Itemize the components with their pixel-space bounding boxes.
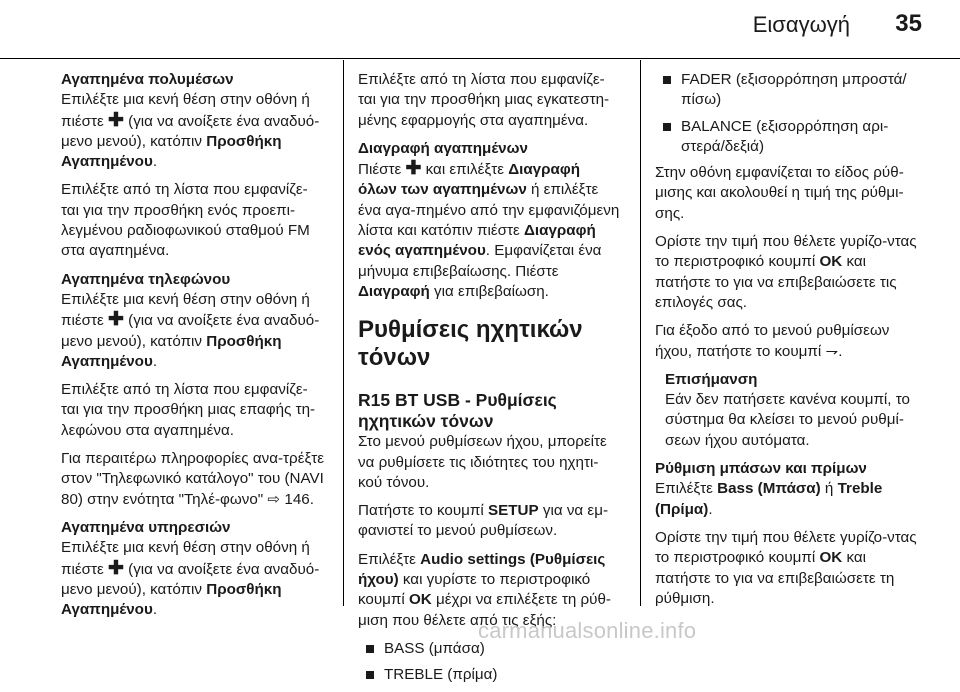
list-item xyxy=(655,70,919,111)
paragraph-text: Ορίστε την τιμή που θέλετε γυρίζο-ντας το περιστροφικό κουμπί xyxy=(655,528,917,567)
reference-paragraph xyxy=(61,449,325,510)
plus-icon: ✚ xyxy=(108,109,124,131)
list-item xyxy=(358,665,622,685)
paragraph: Στην οθόνη εμφανίζεται το είδος ρύθ-μισης και ακολουθεί η τιμή της ρύθμι-σης. xyxy=(655,164,904,222)
paragraph-text: για να εμ-φανιστεί το μενού ρυθμίσεων. xyxy=(358,502,609,540)
setup-paragraph xyxy=(358,501,622,542)
treble-label: Treble (Πρίμα) xyxy=(655,480,883,518)
add-favourite-label: Προσθήκη Αγαπημένου xyxy=(61,332,282,370)
paragraph-text: ή επιλέξτε ένα αγα-πημένο από την εμφανιζόμενη λίστα και κατόπιν πιέστε xyxy=(358,181,620,240)
bullet-square-icon xyxy=(366,671,374,679)
period: . xyxy=(152,352,158,370)
paragraph-text: . Εμφανίζεται ένα μήνυμα επιβεβαίωσης. Πιέστε xyxy=(358,242,602,280)
column-divider xyxy=(343,60,344,606)
back-button-icon: ⇁ xyxy=(825,342,839,360)
services-favourites-heading: Αγαπημένα υπηρεσιών xyxy=(61,518,231,536)
bass-treble-block xyxy=(655,459,919,520)
paragraph-text: Ορίστε την τιμή που θέλετε γυρίζο-ντας το περιστροφικό κουμπί xyxy=(655,233,917,271)
column-3 xyxy=(655,70,919,617)
plus-icon: ✚ xyxy=(405,158,422,180)
paragraph-text: Επιλέξτε xyxy=(358,550,421,568)
list-item xyxy=(655,117,919,158)
paragraph-text: Επιλέξτε μια κενή θέση στην οθόνη ή πιέστε xyxy=(61,539,310,578)
ok-paragraph xyxy=(655,528,919,609)
column-1 xyxy=(61,70,325,628)
page-header xyxy=(0,0,960,59)
audio-settings-label: Audio settings (Ρυθμίσεις ήχου) xyxy=(358,550,606,589)
bullet-square-icon xyxy=(663,76,671,84)
ok-button-label: OK xyxy=(819,549,843,567)
paragraph: Στο μενού ρυθμίσεων ήχου, μπορείτε να ρυθμίσετε τις ιδιότητες του ηχητι-κού τόνου. xyxy=(358,433,607,491)
paragraph-text: (για να ανοίξετε ένα αναδυό-μενο μενού), κατόπιν xyxy=(61,312,320,350)
paragraph-text: Για περαιτέρω πληροφορίες ανα-τρέξτε στον "Τηλεφωνικό κατάλογο" του (NAVI 80) στην ενότητα "Τηλέ-φωνο" xyxy=(61,450,325,508)
paragraph: Επιλέξτε από τη λίστα που εμφανίζε-ται για την προσθήκη ενός προεπι-λεγμένου ραδιοφωνικού σταθμού FM στα αγαπημένα. xyxy=(61,181,310,260)
delete-favourites-block xyxy=(358,139,622,302)
period: . xyxy=(708,500,713,518)
paragraph: Επιλέξτε από τη λίστα που εμφανίζε-ται για την προσθήκη μιας εγκατεστη-μένης εφαρμογής στα αγαπημένα. xyxy=(358,71,610,129)
page-number: 35 xyxy=(895,10,922,37)
add-favourite-label: Προσθήκη Αγαπημένου xyxy=(61,580,282,619)
bass-label: Bass (Μπάσα) xyxy=(717,480,821,498)
paragraph-text: Πατήστε το κουμπί xyxy=(358,502,488,520)
paragraph-text: και γυρίστε το περιστροφικό κουμπί xyxy=(358,571,591,609)
delete-all-label: Διαγραφή όλων των αγαπημένων xyxy=(358,161,580,199)
delete-label: Διαγραφή xyxy=(358,282,430,300)
plus-icon: ✚ xyxy=(108,309,124,331)
paragraph-text: Επιλέξτε μια κενή θέση στην οθόνη ή πιέστε xyxy=(61,91,310,130)
note-text: Εάν δεν πατήσετε κανένα κουμπί, το σύστημα θα κλείσει το μενού ρυθμί-σεων ήχου αυτόματα. xyxy=(665,391,910,449)
ok-paragraph xyxy=(655,232,919,313)
note-block xyxy=(655,370,919,451)
paragraph-text: Επιλέξτε μια κενή θέση στην οθόνη ή πιέστε xyxy=(61,290,310,330)
paragraph-text: Επιλέξτε xyxy=(655,480,718,498)
paragraph-text: μέχρι να επιλέξετε τη ρύθ-μιση που θέλετε από τις εξής: xyxy=(358,591,611,629)
note-heading: Επισήμανση xyxy=(665,370,758,388)
paragraph-text: και πατήστε το για να επιβεβαιώσετε τη ρύθμιση. xyxy=(655,549,895,607)
bullet-square-icon xyxy=(663,123,671,131)
paragraph-text: (για να ανοίξετε ένα αναδυό-μενο μενού), κατόπιν xyxy=(61,112,320,150)
delete-one-label: Διαγραφή ενός αγαπημένου xyxy=(358,222,596,260)
paragraph-text: (για να ανοίξετε ένα αναδυό-μενο μενού), κατόπιν xyxy=(61,560,320,598)
paragraph-text: Για έξοδο από το μενού ρυθμίσεων ήχου, πατήστε το κουμπί xyxy=(655,322,890,360)
add-favourite-label: Προσθήκη Αγαπημένου xyxy=(61,132,282,171)
list-item-text: FADER (εξισορρόπηση μπροστά/ πίσω) xyxy=(681,71,907,109)
list-item-text: BASS (μπάσα) xyxy=(384,639,485,657)
delete-favourites-heading: Διαγραφή αγαπημένων xyxy=(358,139,528,157)
paragraph-text: ή xyxy=(820,480,838,498)
bass-treble-heading: Ρύθμιση μπάσων και πρίμων xyxy=(655,460,867,478)
paragraph-text: Πιέστε xyxy=(358,161,406,179)
column-divider xyxy=(640,60,641,606)
plus-icon: ✚ xyxy=(108,557,124,579)
section-title: Ρυθμίσεις ηχητικών τόνων xyxy=(358,316,583,372)
period: . xyxy=(152,153,158,171)
period: . xyxy=(838,342,843,360)
page-reference-arrow-icon: ⇨ xyxy=(267,490,281,508)
period: . xyxy=(152,601,158,619)
page-reference[interactable]: 146. xyxy=(280,490,314,508)
paragraph-text: και επιλέξτε xyxy=(421,161,509,179)
paragraph-text: και πατήστε το για να επιβεβαιώσετε τις επιλογές σας. xyxy=(655,253,897,311)
list-item-text: TREBLE (πρίμα) xyxy=(384,666,498,684)
bullet-square-icon xyxy=(366,645,374,653)
ok-button-label: OK xyxy=(819,253,843,271)
phone-favourites-block xyxy=(61,270,325,372)
paragraph-text: για επιβεβαίωση. xyxy=(429,282,549,300)
phone-favourites-heading: Αγαπημένα τηλεφώνου xyxy=(61,270,231,288)
column-2 xyxy=(358,70,622,692)
setup-button-label: SETUP xyxy=(488,502,539,520)
watermark: carmanualsonline.info xyxy=(478,618,697,643)
list-item-text: BALANCE (εξισορρόπηση αρι-στερά/δεξιά) xyxy=(681,117,889,155)
chapter-title: Εισαγωγή xyxy=(752,12,850,37)
exit-paragraph xyxy=(655,321,919,362)
services-favourites-block xyxy=(61,518,325,620)
media-favourites-heading: Αγαπημένα πολυμέσων xyxy=(61,71,234,88)
ok-button-label: OK xyxy=(408,591,432,609)
paragraph: Επιλέξτε από τη λίστα που εμφανίζε-ται για την προσθήκη μιας επαφής τη-λεφώνου στα αγαπημένα. xyxy=(61,381,316,439)
media-favourites-block xyxy=(61,70,325,172)
subsection-title: R15 BT USB - Ρυθμίσεις ηχητικών τόνων xyxy=(358,390,557,432)
